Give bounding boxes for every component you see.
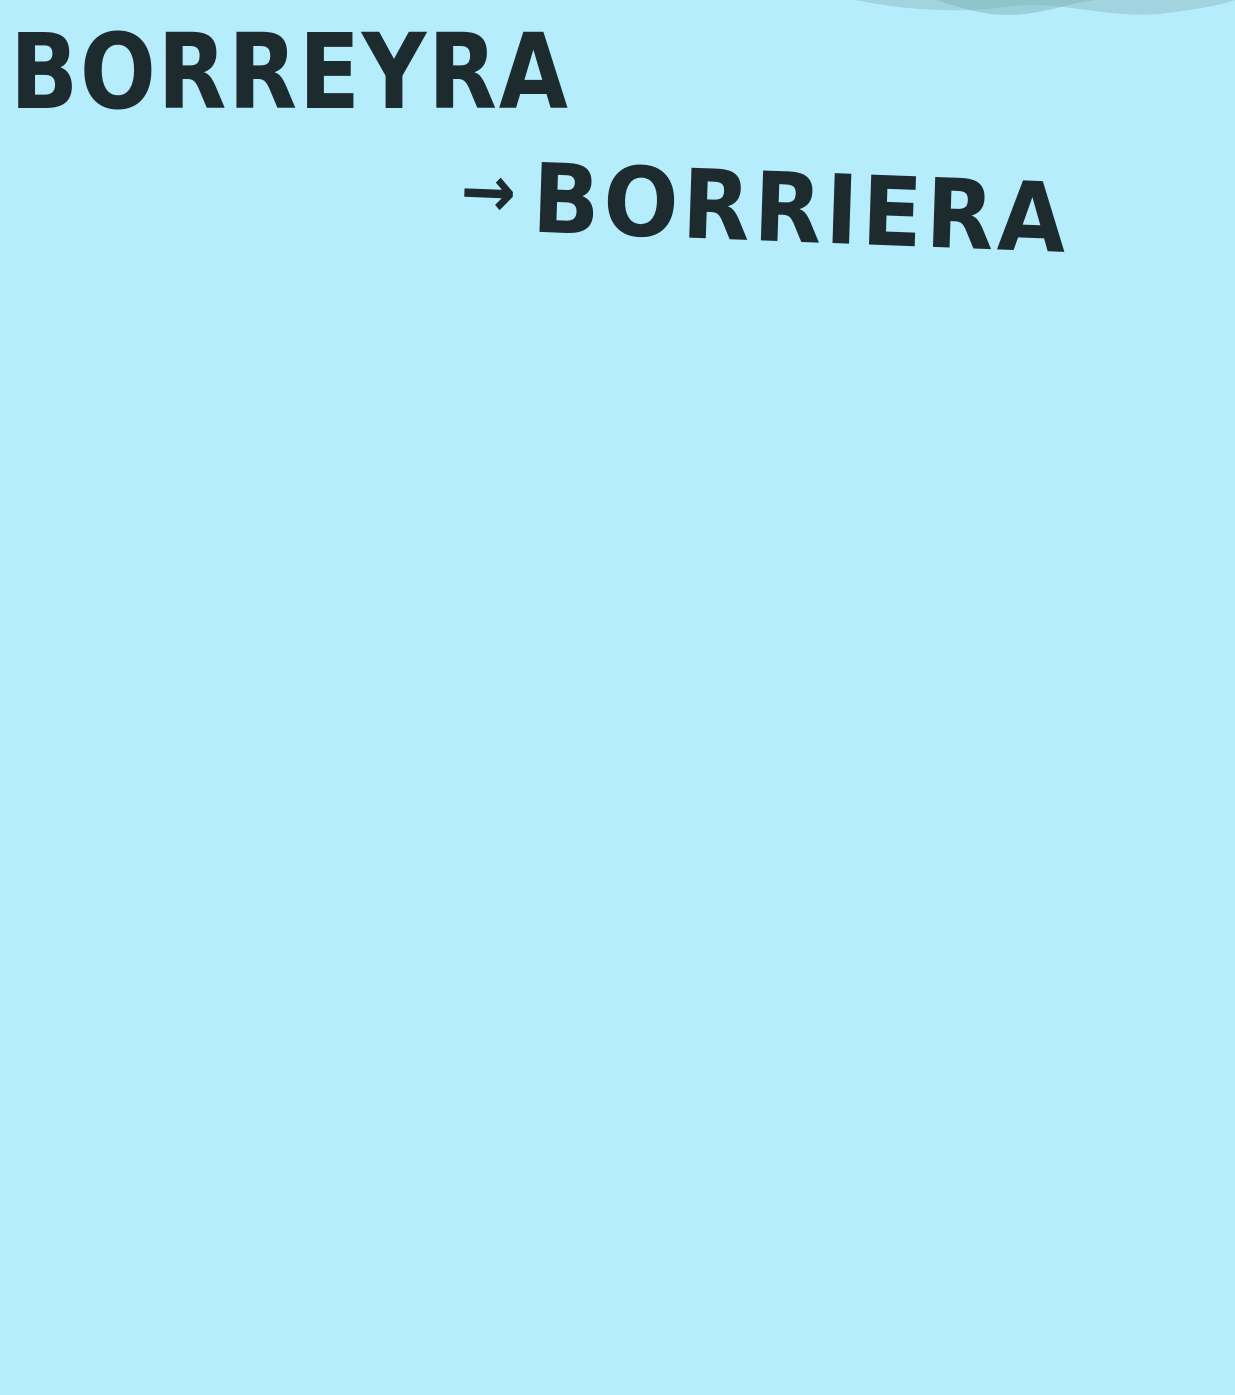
- original-word: BORREYRA: [10, 11, 570, 133]
- right-arrow-icon: →: [459, 148, 522, 235]
- corrected-line: [459, 142, 1072, 276]
- edge-smudge: [815, 0, 1235, 40]
- corrected-word: BORRIERA: [530, 142, 1072, 276]
